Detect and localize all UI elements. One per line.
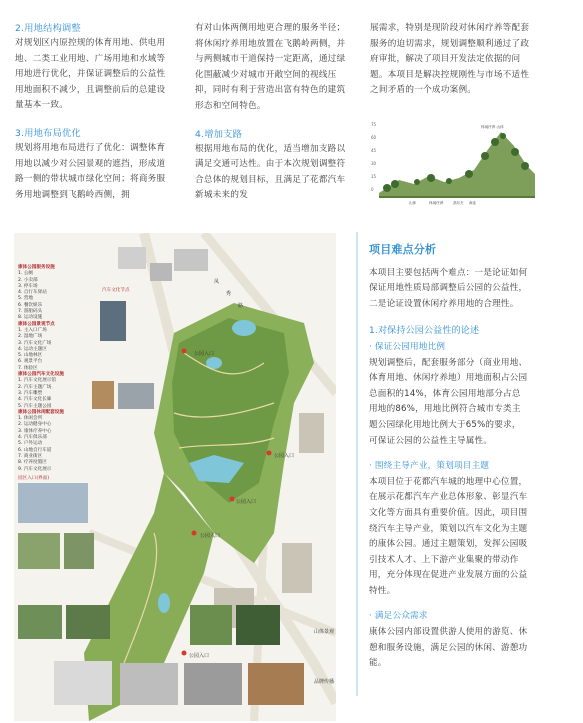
entrance-label: 公园入口	[194, 351, 215, 357]
profile-label: 商业	[469, 201, 477, 205]
tag-public-demand: · 满足公众需求	[369, 611, 428, 622]
paragraph-add-roads: 根据用地布局的优化，适当增加支路以满足交通可达性。由于本次规划调整符合总体的规划目标，且满足了花都汽车新城未来的发	[195, 143, 346, 201]
photo-park-thumbnail	[66, 605, 110, 639]
tag-land-ratio: · 保证公园用地比例	[369, 341, 446, 352]
photo-forest-thumbnail	[236, 605, 280, 645]
tag-industry-theme: · 围绕主导产业，策划项目主题	[369, 461, 490, 472]
photo-vintage-car-thumbnail	[120, 663, 178, 705]
legend-item: 5. 汽车主题公园	[18, 403, 52, 409]
section-heading-add-roads: 4.增加支路	[195, 128, 243, 140]
section-heading-layout-optimization: 3.用地布局优化	[15, 127, 81, 139]
entrance-label: 公园入口	[274, 453, 295, 459]
panel-divider	[356, 232, 358, 696]
legend-title: 康体公园汽车文化设施	[18, 372, 64, 378]
photo-building-thumbnail	[92, 381, 114, 409]
legend-item: 2. 运动健身中心	[18, 422, 52, 428]
profile-label: 山体	[409, 201, 417, 205]
legend-item: 3. 汽车文化广场	[18, 340, 52, 346]
legend-item: 8. 运动设施	[18, 315, 43, 321]
entrance-label: 公园入口	[236, 499, 257, 505]
profile-tick: 30	[371, 161, 377, 166]
photo-vintage-car-thumbnail	[248, 663, 304, 705]
paragraph-land-ratio: 规划调整后，配套服务部分（商业用地、体育用地、休闲疗养地）用地面积占公园总面积的14%，体育公园用地部分占总用地的86%，用地比例符合城市专类主题公园绿化用地比例大于65%的要求，可保证公园的公益性主导属性。	[369, 357, 528, 446]
legend-title: 康体公园服务设施	[18, 265, 55, 270]
legend-item: 3. 康体疗养中心	[18, 428, 52, 434]
photo-trees-thumbnail	[18, 605, 62, 639]
legend-item: 5. 户外运动	[18, 441, 43, 447]
photo-vintage-car-thumbnail	[54, 661, 112, 705]
profile-label: 高尔夫	[453, 201, 464, 205]
legend-item: 3. 汽车雕塑	[18, 390, 43, 396]
entrance-label: 公园入口	[200, 533, 221, 539]
legend-item: 2. 汽车主题广场	[18, 384, 52, 390]
photo-car-thumbnail	[118, 247, 146, 269]
panel-title: 项目难点分析	[369, 243, 437, 256]
subheading-public-welfare: 1.对保持公园公益性的论述	[369, 326, 480, 337]
legend-item: 1. 公厕	[18, 271, 34, 277]
legend-item: 3. 停车场	[18, 283, 38, 289]
difficulty-analysis-panel	[369, 242, 529, 672]
legend-item: 6. 山地自行车道	[18, 447, 52, 453]
profile-tick: 60	[371, 135, 377, 140]
paragraph-continued: 有对山体两侧用地更合理的服务半径；将休闲疗养用地放置在飞鹅岭两侧，并与两侧城市干道保持一定距离，通过绿化围蔽减少对城市开敞空间的视线压抑，同时有利于营造出富有特色的建筑形态和空间特色。	[195, 23, 346, 111]
road-label: 路	[238, 303, 244, 309]
profile-tick: 0	[371, 187, 374, 192]
legend-item: 4. 运动主题区	[18, 346, 47, 352]
master-plan-board	[14, 233, 336, 721]
legend-item: 5. 营地	[18, 296, 34, 302]
brand-label: 品牌传播	[314, 679, 335, 685]
paragraph-public-demand: 康体公园内部设置供游人使用的游览、休憩和服务设施，满足公园的休闲、游憩功能。	[369, 627, 528, 669]
profile-tick: 45	[371, 148, 377, 153]
profile-label: 休闲疗养 山体	[481, 125, 504, 129]
road-label: 凤	[214, 279, 220, 285]
plan-legend	[18, 265, 88, 473]
paragraph-layout-optimization: 规划将用地布局进行了优化：调整体育用地以减少对公园景观的遮挡，形成道路一侧的带状城市绿化空间；将商务服务用地调整到飞鹅岭西侧，拥	[15, 142, 166, 200]
legend-item: 1. 汽车文化展示馆	[18, 378, 57, 384]
photo-landscape-thumbnail	[64, 533, 94, 569]
photo-logo-thumbnail	[100, 301, 126, 341]
legend-title: 康体公园景观节点	[18, 321, 55, 327]
entrance-label: 公园入口	[189, 653, 210, 659]
terrain-profile-diagram	[369, 118, 535, 212]
legend-item: 4. 自行车驿站	[18, 290, 47, 296]
legend-item: 8. 疗养度假区	[18, 460, 47, 466]
photo-sculpture-thumbnail	[150, 263, 172, 281]
profile-tick: 15	[371, 174, 377, 179]
legend-item: 6. 餐饮娱乐	[18, 302, 43, 308]
legend-item: 9. 汽车文化展示	[18, 466, 52, 472]
legend-item: 5. 山地林区	[18, 353, 43, 359]
legend-item: 1. 休闲会所	[18, 416, 43, 422]
legend-item: 7. 商业街区	[18, 453, 43, 459]
legend-item: 2. 小卖部	[18, 277, 38, 283]
panel-intro: 本项目主要包括两个难点：一是论证如何保证用地性质局部调整后公园的公益性，二是论证设置休闲疗养用地的合理性。	[369, 267, 528, 309]
text-column-1	[15, 21, 173, 203]
legend-title: 康体公园休闲配套设施	[18, 409, 64, 415]
photo-runner-thumbnail	[190, 605, 232, 645]
legend-item: 2. 湿地广场	[18, 334, 43, 340]
legend-item: 7. 体验区	[18, 365, 38, 371]
paragraph-land-structure: 对规划区内原控规的体育用地、供电用地、二类工业用地、广场用地和水域等用地进行优化，并保证调整后的公益性用地面积不减少，且调整前后的总建设量基本一致。	[15, 38, 166, 111]
photo-car-thumbnail	[174, 249, 208, 271]
paragraph-industry-theme: 本项目位于花都汽车城的地理中心位置，在展示花都汽车产业总体形象、彰显汽车文化等方面具有重要价值。因此，项目围绕汽车主导产业，策划以汽车文化为主题的康体公园。通过主题策划，发挥公园吸引技术人才、上下游产业集聚的带动作用，充分体现在促进产业发展方面的公益特性。	[369, 476, 528, 596]
photo-landscape-thumbnail	[18, 533, 60, 569]
legend-item: 4. 汽车俱乐部	[18, 435, 47, 441]
legend-item: 7. 游船码头	[18, 309, 43, 315]
photo-car-thumbnail	[118, 383, 154, 409]
text-column-2	[195, 21, 353, 204]
paragraph-approval: 展需求，特别是现阶段对休闲疗养等配套服务的迫切需求，规划调整顺利通过了政府审批，解决了项目开发法定依据的问题。本项目是解决控规刚性与市场不适性之间矛盾的一个成功案例。	[370, 23, 530, 96]
profile-tick: 75	[371, 122, 377, 127]
legend-item: 1. 主入口广场	[18, 327, 47, 333]
road-label: 秀	[226, 291, 232, 297]
profile-label: 休闲疗养	[429, 201, 444, 205]
photo-vintage-car-thumbnail	[184, 663, 242, 705]
mountain-label: 山体景观	[314, 629, 335, 635]
plan-label-car-culture: 汽车文化节点	[102, 288, 130, 293]
photo-landscape-thumbnail	[18, 483, 88, 523]
legend-item: 4. 汽车文化长廊	[18, 397, 52, 403]
text-column-3	[370, 21, 530, 99]
legend-item: 6. 观景平台	[18, 359, 43, 365]
plan-label-entrance: 园区入口(界面)	[18, 476, 50, 481]
section-heading-land-structure: 2.用地结构调整	[15, 23, 81, 34]
